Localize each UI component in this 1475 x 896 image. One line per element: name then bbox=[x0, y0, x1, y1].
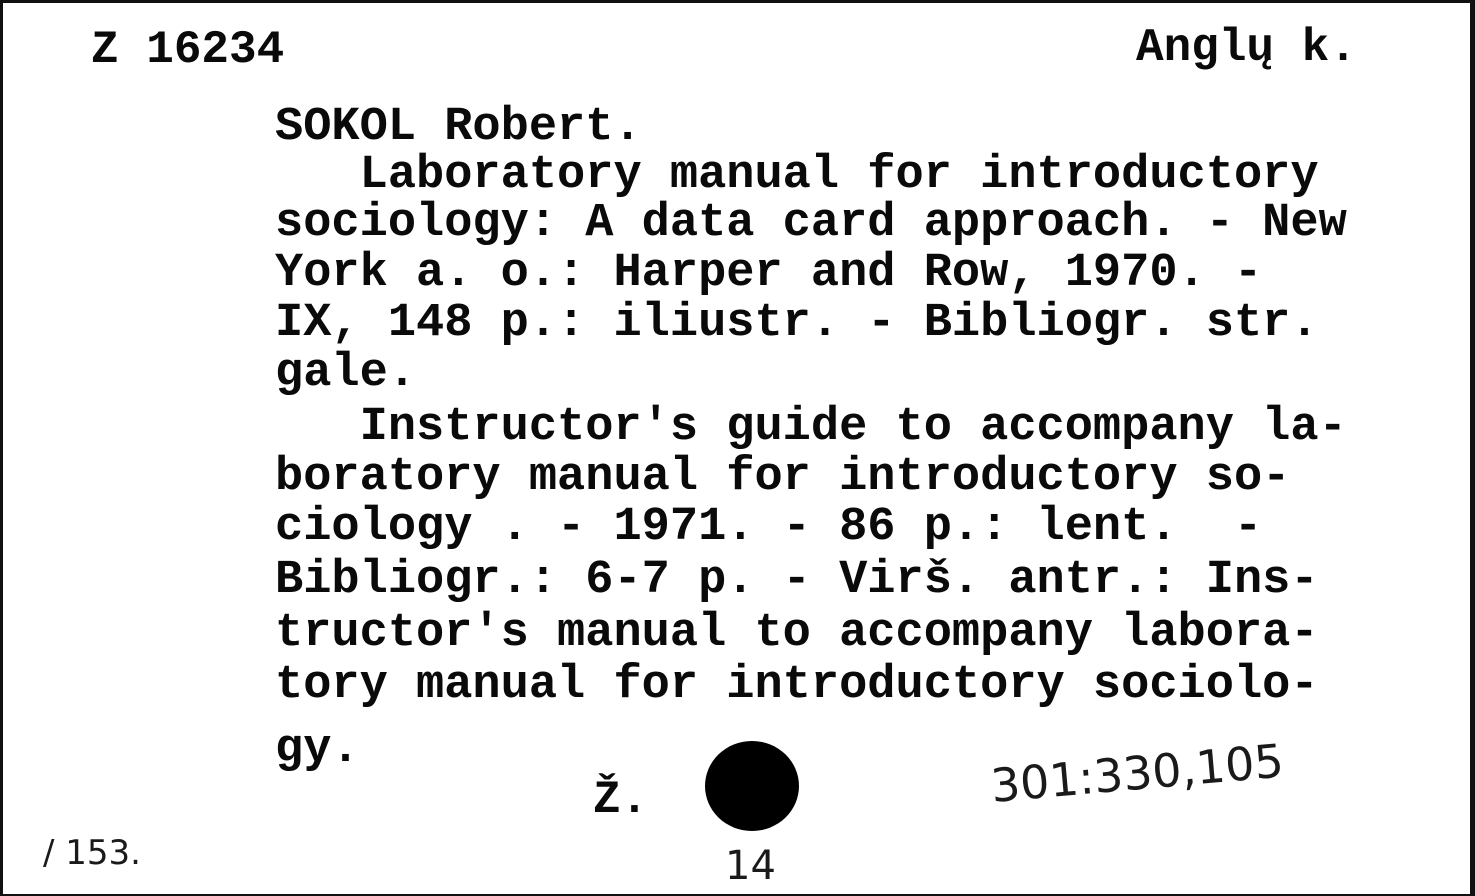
entry-line: SOKOL Robert. bbox=[275, 101, 642, 154]
entry-line: Instructor's guide to accompany la- bbox=[275, 401, 1347, 454]
cataloger-mark: Ž. bbox=[593, 774, 649, 826]
entry-line: tory manual for introductory sociolo- bbox=[275, 659, 1319, 712]
language-label: Anglų k. bbox=[1136, 22, 1357, 74]
entry-line: Laboratory manual for introductory bbox=[275, 149, 1319, 202]
classification-number: 301:330,105 bbox=[988, 733, 1286, 813]
entry-line: boratory manual for introductory so- bbox=[275, 451, 1291, 504]
entry-line: ciology . - 1971. - 86 p.: lent. - bbox=[275, 501, 1263, 554]
entry-line: sociology: A data card approach. - New bbox=[275, 197, 1347, 250]
entry-line: gale. bbox=[275, 347, 417, 400]
entry-line: tructor's manual to accompany labora- bbox=[275, 607, 1319, 660]
entry-line: York a. o.: Harper and Row, 1970. - bbox=[275, 247, 1263, 300]
handwritten-note-left: / 153. bbox=[43, 833, 141, 873]
entry-line: gy. bbox=[275, 723, 360, 776]
handwritten-note-bottom: 14 bbox=[725, 843, 776, 889]
entry-line: IX, 148 p.: iliustr. - Bibliogr. str. bbox=[275, 297, 1319, 350]
call-number: Z 16234 bbox=[91, 24, 285, 76]
punch-hole bbox=[705, 741, 799, 831]
entry-line: Bibliogr.: 6-7 p. - Virš. antr.: Ins- bbox=[275, 554, 1319, 607]
